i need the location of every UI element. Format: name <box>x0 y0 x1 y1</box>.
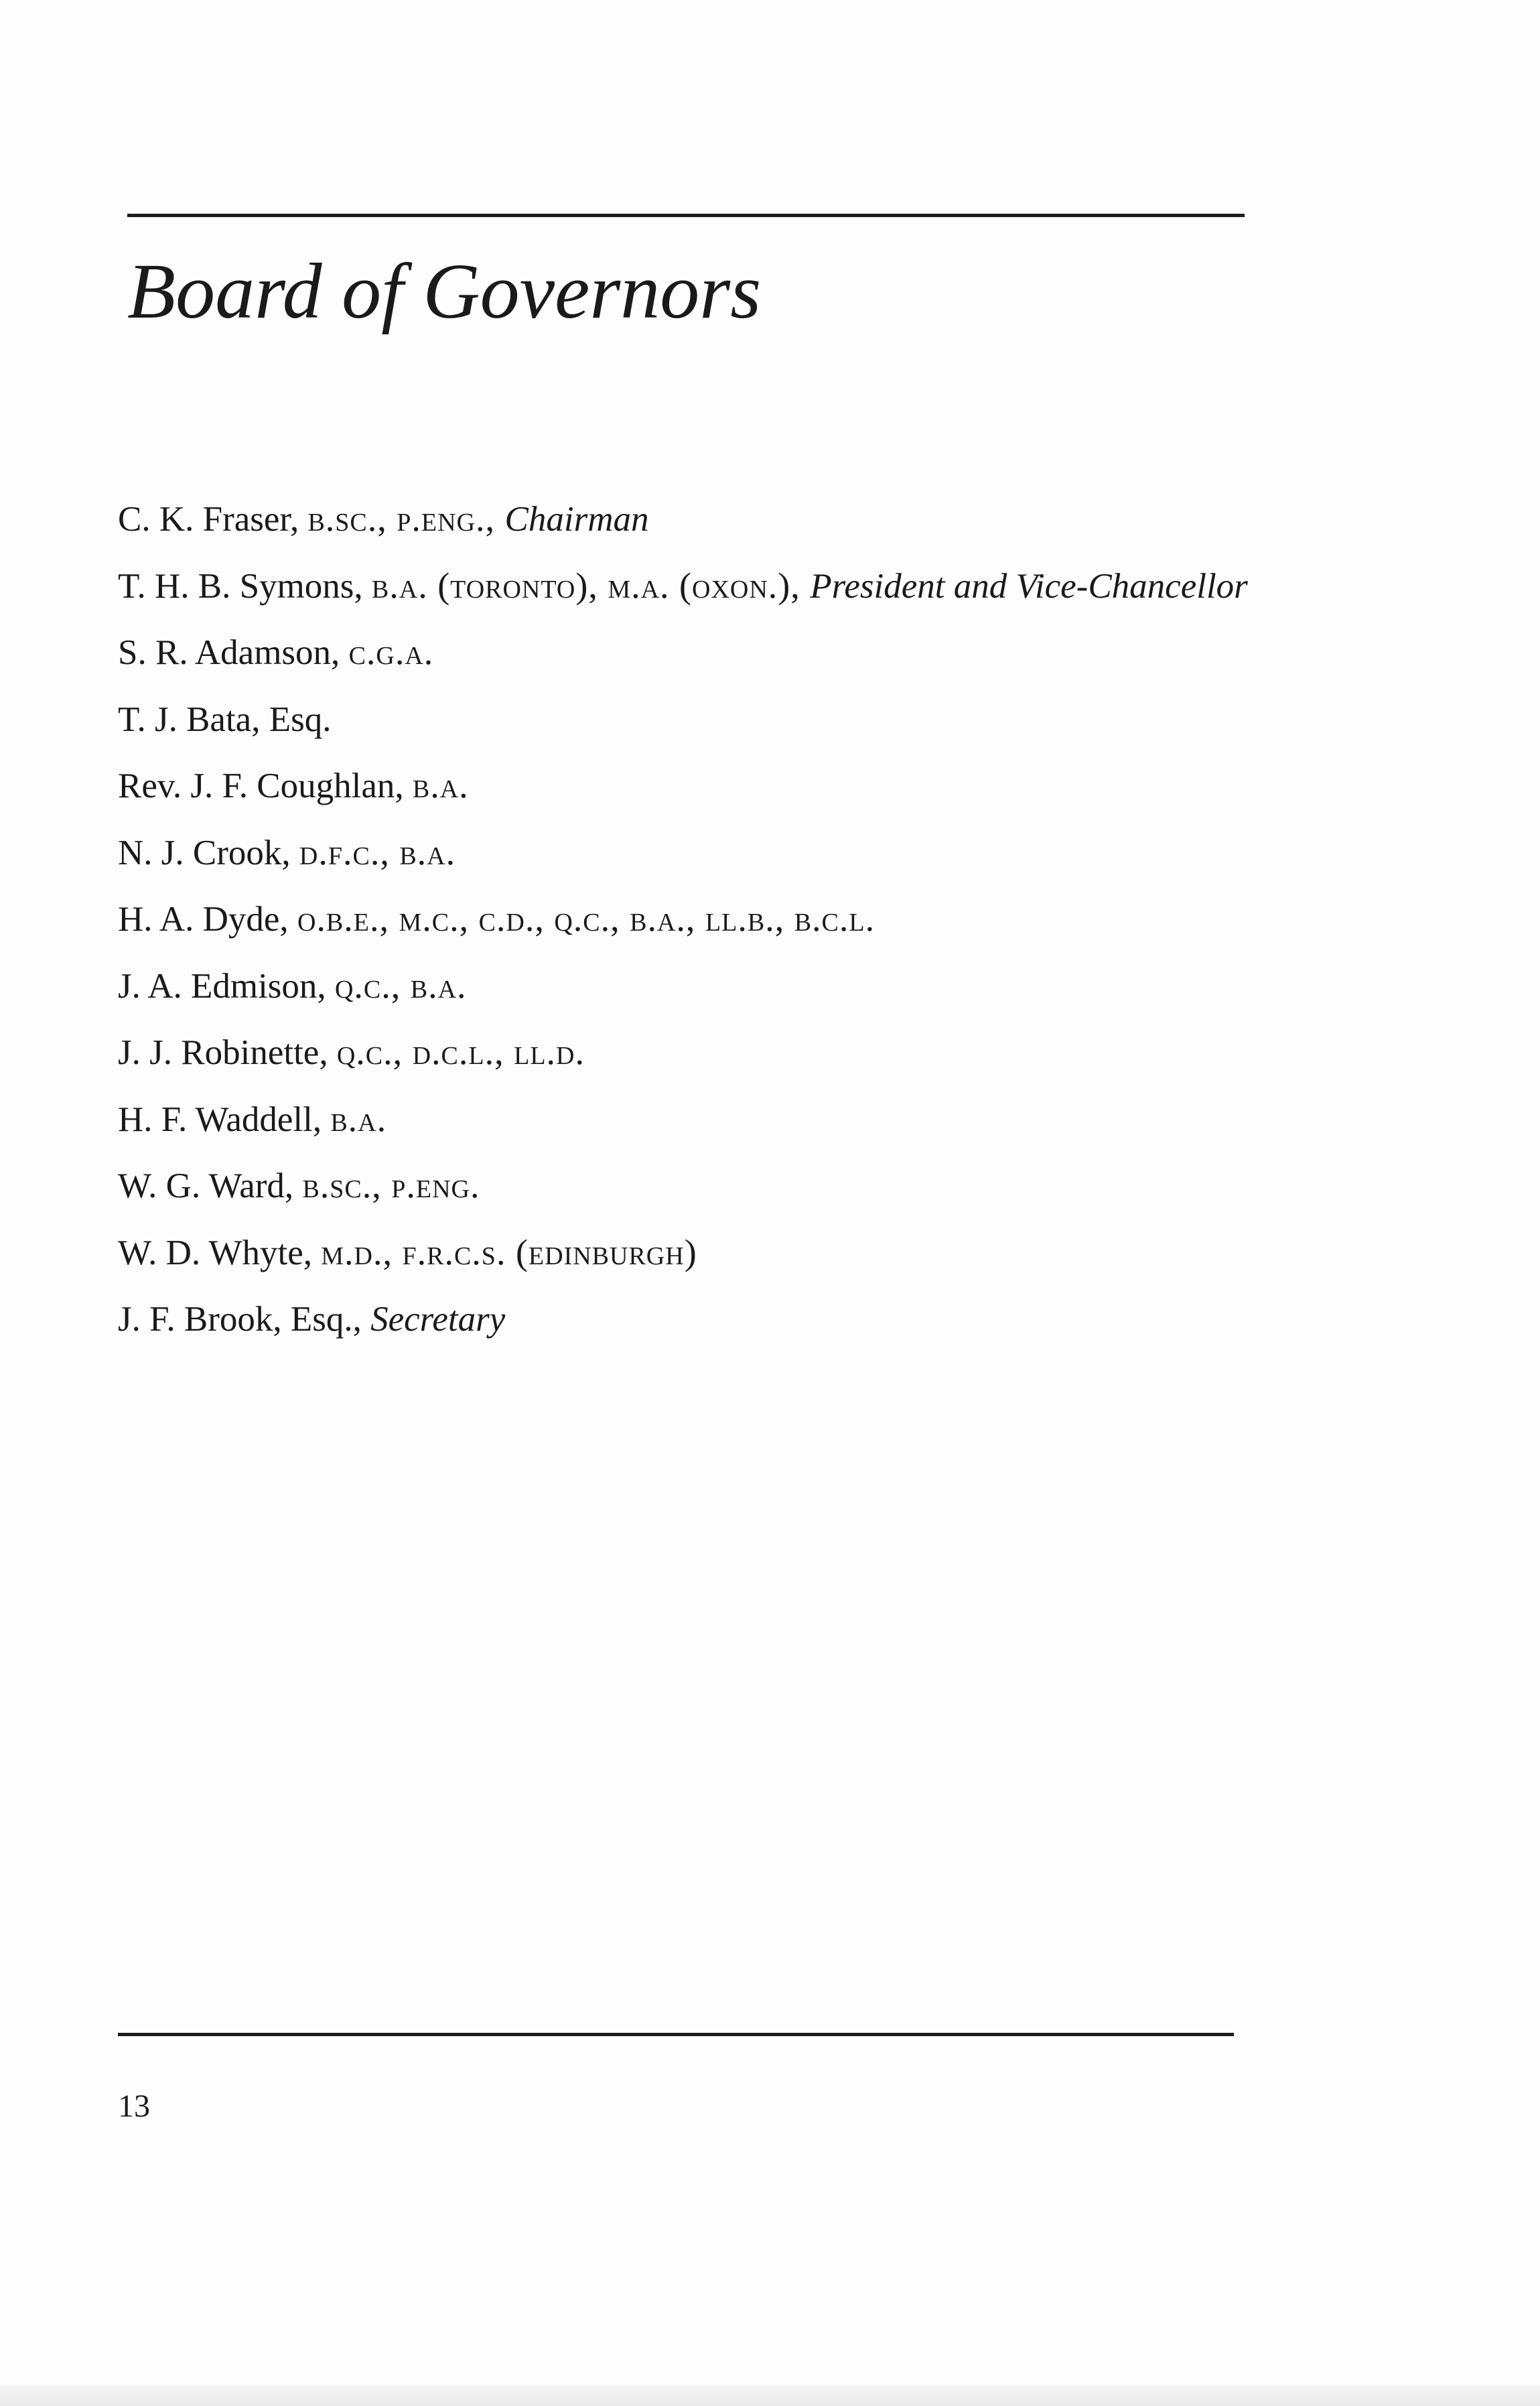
member-qualifications: b.a. <box>412 765 469 805</box>
member-entry <box>118 486 1248 553</box>
member-name: C. K. Fraser, <box>118 500 308 539</box>
member-qualifications: q.c., b.a. <box>334 965 467 1006</box>
member-qualifications: b.a. (toronto), m.a. (oxon.), <box>371 565 811 606</box>
member-qualifications: o.b.e., m.c., c.d., q.c., b.a., ll.b., b.c.l. <box>297 898 876 939</box>
member-name: H. A. Dyde, <box>118 900 297 939</box>
member-entry <box>118 1019 1248 1086</box>
member-entry <box>118 619 1248 686</box>
member-role: Secretary <box>370 1300 506 1339</box>
member-name: W. G. Ward, <box>118 1166 303 1205</box>
member-entry <box>118 953 1248 1020</box>
bottom-rule <box>118 2033 1234 2036</box>
scan-edge <box>0 2385 1540 2406</box>
top-rule <box>127 214 1245 217</box>
member-entry <box>118 1086 1248 1153</box>
member-qualifications: q.c., d.c.l., ll.d. <box>336 1032 585 1072</box>
member-name: N. J. Crook, <box>118 833 299 872</box>
member-entry <box>118 752 1248 819</box>
page-number: 13 <box>118 2088 150 2124</box>
member-qualifications: b.sc., p.eng., <box>307 498 505 539</box>
member-name: S. R. Adamson, <box>118 633 349 672</box>
member-entry <box>118 1286 1248 1353</box>
member-name: J. J. Robinette, <box>118 1033 337 1072</box>
member-qualifications: b.sc., p.eng. <box>302 1165 480 1205</box>
member-role: Chairman <box>504 500 649 539</box>
member-role: President and Vice-Chancellor <box>810 566 1248 606</box>
member-name: W. D. Whyte, <box>118 1233 322 1272</box>
member-name: T. H. B. Symons, <box>118 566 372 606</box>
member-entry <box>118 553 1248 620</box>
member-entry <box>118 686 1248 753</box>
member-qualifications: b.a. <box>330 1098 387 1139</box>
member-name: T. J. Bata, Esq. <box>118 699 332 739</box>
member-qualifications: c.g.a. <box>348 632 434 672</box>
member-qualifications: d.f.c., b.a. <box>299 831 456 872</box>
member-entry <box>118 886 1248 953</box>
board-member-list <box>118 486 1248 1353</box>
page-title: Board of Governors <box>127 247 762 335</box>
member-name: Rev. J. F. Coughlan, <box>118 766 413 805</box>
member-qualifications: m.d., f.r.c.s. (edinburgh) <box>321 1231 697 1272</box>
member-name: H. F. Waddell, <box>118 1099 331 1139</box>
member-entry <box>118 819 1248 886</box>
member-entry <box>118 1219 1248 1286</box>
member-entry <box>118 1152 1248 1219</box>
member-name: J. F. Brook, Esq., <box>118 1300 371 1339</box>
member-name: J. A. Edmison, <box>118 966 335 1006</box>
